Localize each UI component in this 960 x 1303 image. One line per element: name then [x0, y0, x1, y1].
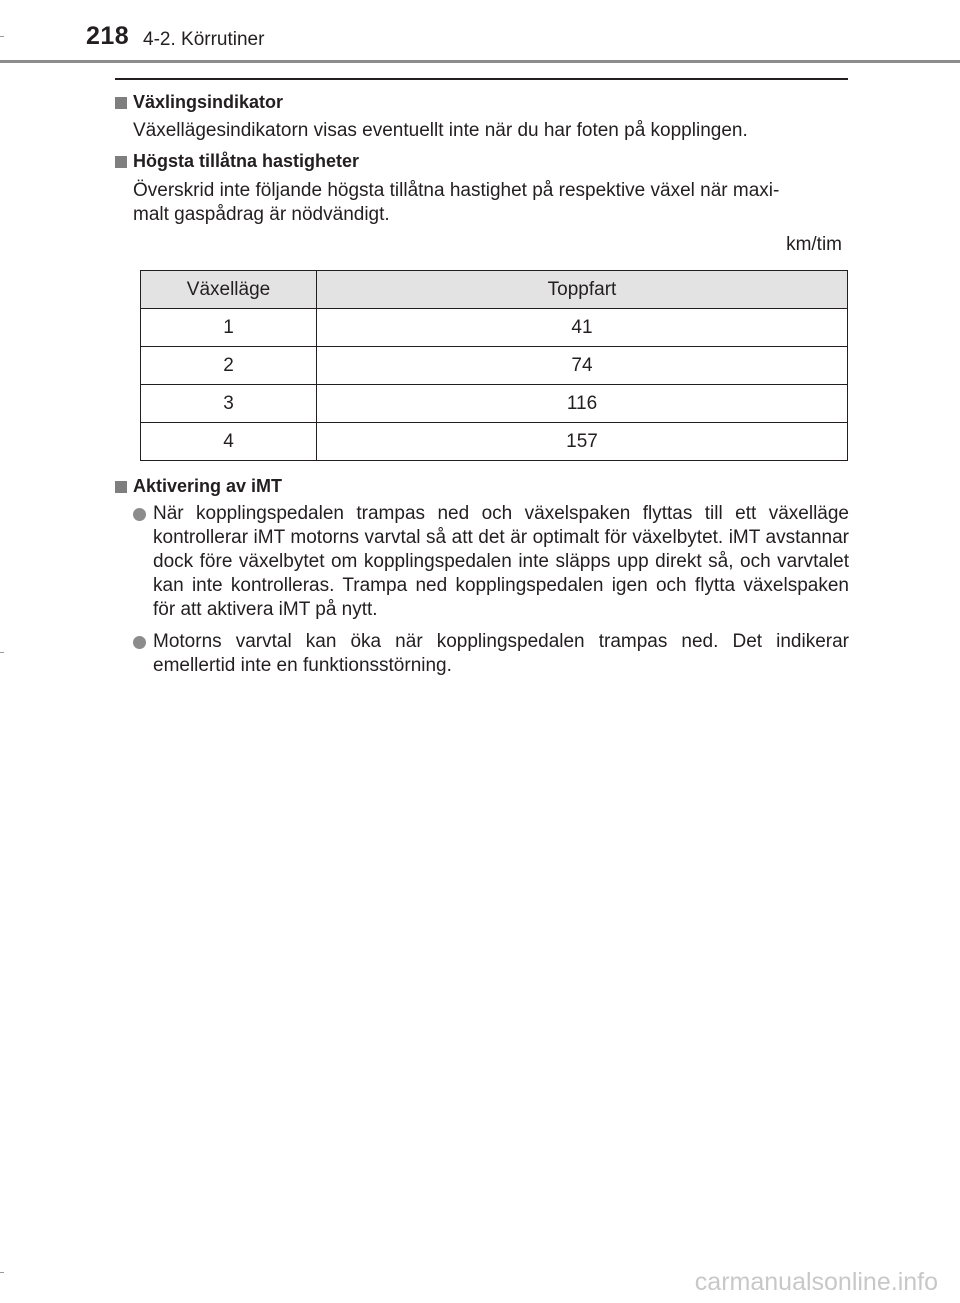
crop-mark [0, 1272, 4, 1273]
page-number: 218 [86, 22, 130, 50]
table-row [141, 385, 848, 423]
heading-aktivering-imt [115, 476, 282, 497]
section-title: 4-2. Körrutiner [143, 29, 265, 50]
circle-bullet-icon [133, 636, 146, 649]
heading-text: Högsta tillåtna hastigheter [133, 151, 360, 171]
paragraph-vaxlingsindikator: Växellägesindikatorn visas eventuellt inte när du har foten på kopplingen. [133, 120, 748, 141]
table-header-row [141, 271, 848, 309]
speed-cell: 157 [317, 423, 848, 461]
gear-cell: 4 [141, 423, 317, 461]
paragraph-line: malt gaspådrag är nödvändigt. [133, 204, 390, 225]
column-header-top-speed: Toppfart [317, 271, 848, 309]
header-divider [0, 60, 960, 63]
square-bullet-icon [115, 97, 127, 109]
heading-text: Växlingsindikator [133, 92, 284, 112]
square-bullet-icon [115, 156, 127, 168]
speed-cell: 116 [317, 385, 848, 423]
gear-cell: 2 [141, 347, 317, 385]
square-bullet-icon [115, 481, 127, 493]
circle-bullet-icon [133, 508, 146, 521]
crop-mark [0, 652, 4, 653]
table-row [141, 423, 848, 461]
list-item [133, 630, 849, 678]
paragraph-line: Överskrid inte följande högsta tillåtna hastighet på respektive växel när maxi- [133, 180, 780, 201]
list-item-text: När kopplingspedalen trampas ned och växelspaken flyttas till ett växelläge kontrollerar iMT motorns varvtal så att det är optimalt för växelbytet. iMT avstannar dock före växelbytet om kopplingspedalen inte släpps upp direkt så, och varvtalet kan inte kontrolleras. Trampa ned kopplingspedalen igen och flytta växelspaken för att aktivera iMT på nytt. [153, 503, 849, 620]
gear-cell: 3 [141, 385, 317, 423]
watermark: carmanualsonline.info [694, 1268, 938, 1296]
content-divider [115, 78, 848, 80]
table-row [141, 347, 848, 385]
list-item-text: Motorns varvtal kan öka när kopplingspedalen trampas ned. Det indikerar emellertid inte en funktionsstörning. [153, 631, 849, 676]
list-item [133, 502, 849, 622]
speed-unit-label: km/tim [786, 234, 842, 255]
heading-text: Aktivering av iMT [133, 476, 283, 496]
heading-hogsta-hastigheter [115, 151, 359, 172]
heading-vaxlingsindikator [115, 92, 283, 113]
paragraph-hogsta-hastigheter [133, 179, 848, 227]
table-row [141, 309, 848, 347]
column-header-gear: Växelläge [141, 271, 317, 309]
speed-table [140, 270, 848, 461]
crop-mark [0, 36, 4, 37]
speed-cell: 41 [317, 309, 848, 347]
speed-cell: 74 [317, 347, 848, 385]
gear-cell: 1 [141, 309, 317, 347]
